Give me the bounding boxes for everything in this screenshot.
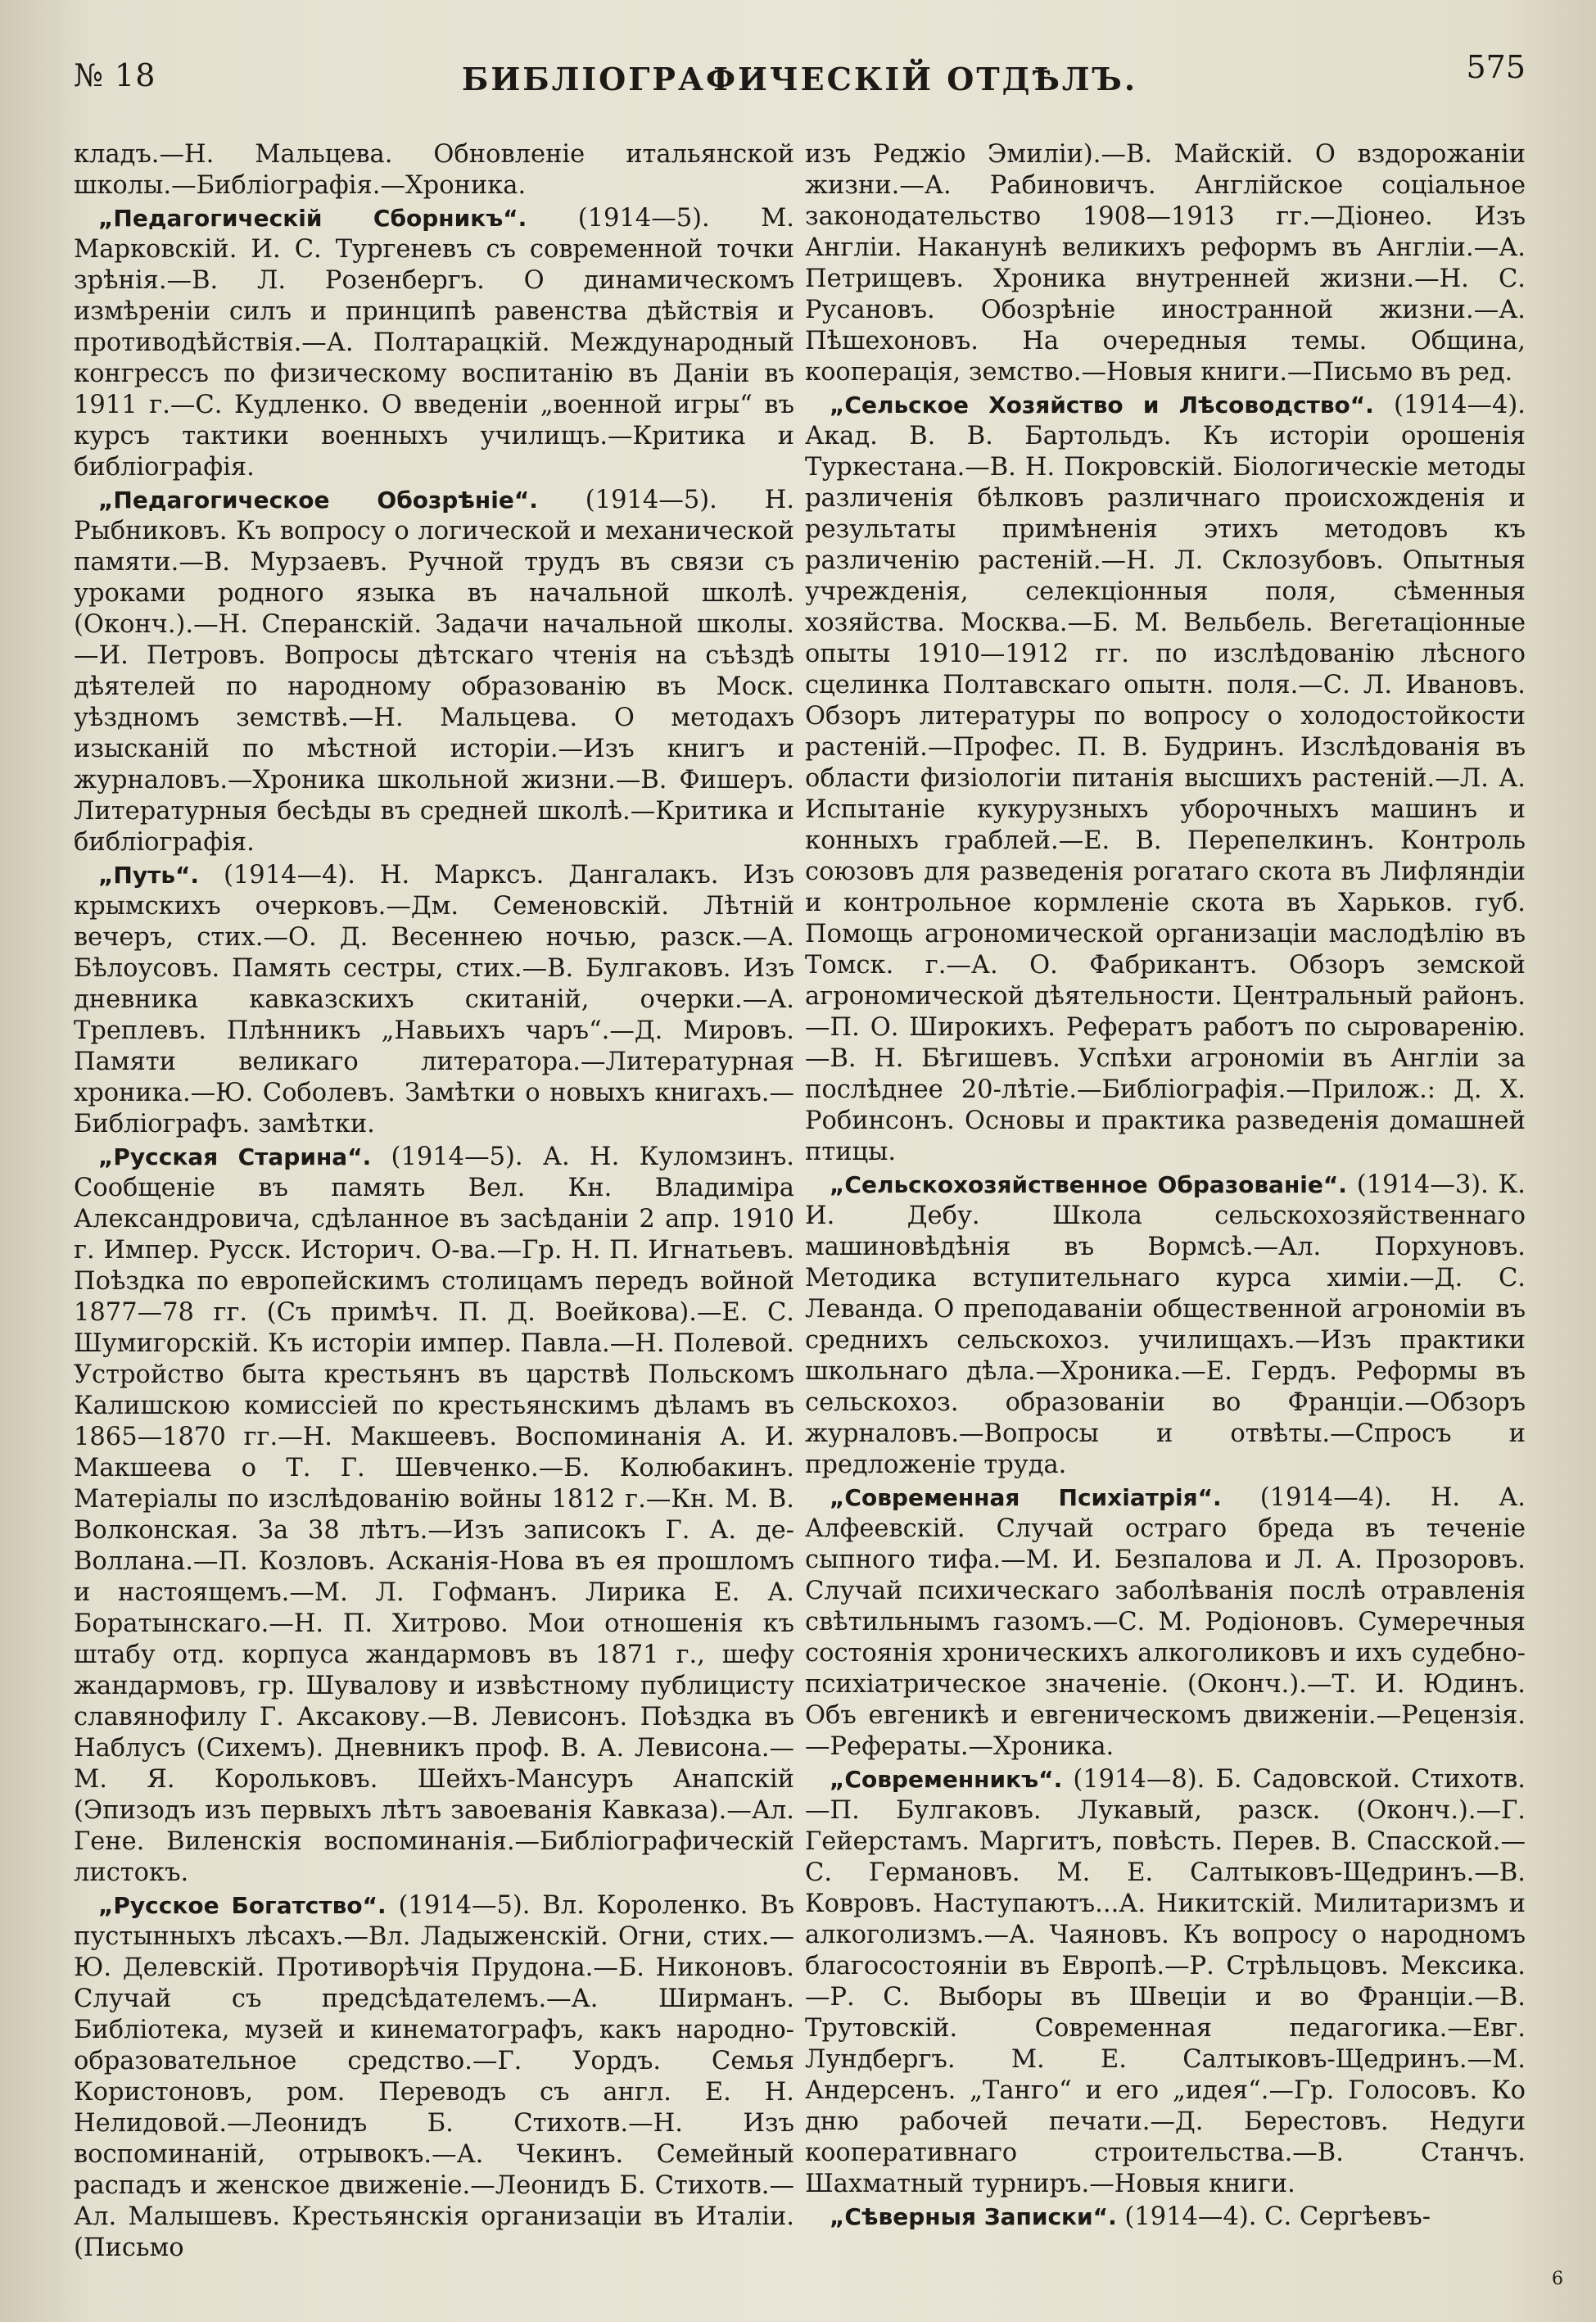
entry-text: (1914—4). С. Сергѣевъ- bbox=[1116, 2202, 1431, 2231]
signature-mark: 6 bbox=[1552, 2269, 1563, 2289]
bibliography-entry bbox=[805, 139, 1526, 388]
left-column bbox=[74, 139, 794, 2269]
bibliography-entry bbox=[805, 2202, 1526, 2233]
entry-text: (1914—5). Н. Рыбниковъ. Къ вопросу о логической и механической памяти.—В. Мурзаевъ. Ручной трудъ въ связи съ уроками родного языка въ начальной школѣ. (Оконч.).—Н. Сперанскій. Задачи начальной школы.—И. Петровъ. Вопросы дѣтскаго чтенія на съѣздѣ дѣятелей по народному образованію въ Моск. уѣздномъ земствѣ.—Н. Мальцева. О методахъ изысканій по мѣстной исторіи.—Изъ книгъ и журналовъ.—Хроника школьной жизни.—В. Фишеръ. Литературныя бесѣды въ средней школѣ.—Критика и библіографія. bbox=[74, 486, 794, 857]
journal-title: „Сельскохозяйственное Образованіе“. bbox=[830, 1171, 1347, 1198]
bibliography-entry bbox=[74, 485, 794, 858]
journal-title: „Русская Старина“. bbox=[98, 1143, 372, 1170]
bibliography-entry bbox=[805, 1764, 1526, 2200]
journal-title: „Современникъ“. bbox=[830, 1766, 1063, 1793]
journal-title: „Сѣверныя Записки“. bbox=[830, 2203, 1117, 2230]
entry-text: (1914—4). Акад. В. В. Бартольдъ. Къ исторіи орошенія Туркестана.—В. Н. Покровскій. Біологическіе методы различенія бѣлковъ различнаго происхожденія и результаты примѣненія этихъ методовъ къ различенію растеній.—Н. Л. Склозубовъ. Опытныя учрежденія, селекціонныя поля, сѣменныя хозяйства. Москва.—Б. М. Вельбель. Вегетаціонные опыты 1910—1912 гг. по изслѣдованію лѣсного сцелинка Полтавскаго опытн. поля.—С. Л. Ивановъ. Обзоръ литературы по вопросу о холодостойкости растеній.—Профес. П. В. Будринъ. Изслѣдованія въ области физіологіи питанія высшихъ растеній.—Л. А. Испытаніе кукурузныхъ уборочныхъ машинъ и конныхъ граблей.—Е. В. Перепелкинъ. Контроль союзовъ для разведенія рогатаго скота въ Лифляндіи и контрольное кормленіе скота въ Харьков. губ. Помощь агрономической организаціи маслодѣлію въ Томск. г.—А. О. Фабрикантъ. Обзоръ земской агрономической дѣятельности. Центральный районъ.—П. О. Широкихъ. Рефератъ работъ по сыроваренію.—В. Н. Бѣгишевъ. Успѣхи агрономіи въ Англіи за послѣднее 20-лѣтіе.—Библіографія.—Прилож.: Д. Х. Робинсонъ. Основы и практика разведенія домашней птицы. bbox=[805, 391, 1526, 1166]
entry-text: (1914—5). Вл. Короленко. Въ пустынныхъ лѣсахъ.—Вл. Ладыженскій. Огни, стих.—Ю. Делевскій. Противорѣчія Прудона.—Б. Никоновъ. Случай съ предсѣдателемъ.—А. Ширманъ. Библіотека, музей и кинематографъ, какъ народно-образовательное средство.—Г. Уордъ. Семья Користоновъ, ром. Переводъ съ англ. Е. Н. Нелидовой.—Леонидъ Б. Стихотв.—Н. Изъ воспоминаній, отрывокъ.—А. Чекинъ. Семейный распадъ и женское движеніе.—Леонидъ Б. Стихотв.—Ал. Малышевъ. Крестьянскія организаціи въ Италіи. (Письмо bbox=[74, 1891, 794, 2262]
journal-title: „Русское Богатство“. bbox=[98, 1892, 387, 1919]
bibliography-entry bbox=[805, 1482, 1526, 1763]
bibliography-entry bbox=[74, 203, 794, 483]
section-title: БИБЛІОГРАФИЧЕСКІЙ ОТДѢЛЪ. bbox=[461, 61, 1138, 97]
entry-text: (1914—8). Б. Садовской. Стихотв.—П. Булгаковъ. Лукавый, разск. (Оконч.).—Г. Гейерстамъ. Маргитъ, повѣсть. Перев. В. Спасской.—С. Гермaновъ. М. Е. Салтыковъ-Щедринъ.—В. Ковровъ. Наступаютъ...А. Никитскій. Милитаризмъ и алкоголизмъ.—А. Чаяновъ. Къ вопросу о народномъ благосостояніи въ Европѣ.—Р. Стрѣльцовъ. Мексика.—Р. С. Выборы въ Швеціи и во Франціи.—В. Трутовскій. Современная педагогика.—Евг. Лундбергъ. М. Е. Салтыковъ-Щедринъ.—М. Андерсенъ. „Танго“ и его „идея“.—Гр. Голосовъ. Ко дню рабочей печати.—Д. Берестовъ. Недуги кооперативнаго строительства.—В. Станчъ. Шахматный турниръ.—Новыя книги. bbox=[805, 1765, 1526, 2198]
page-number: 575 bbox=[1466, 49, 1526, 85]
entry-text: (1914—4). Н. Марксъ. Дангалакъ. Изъ крымскихъ очерковъ.—Дм. Семеновскій. Лѣтній вечеръ, стих.—О. Д. Весеннею ночью, разск.—А. Бѣлоусовъ. Память сестры, стих.—В. Булгаковъ. Изъ дневника кавказскихъ скитаній, очерки.—А. Треплевъ. Плѣнникъ „Навьихъ чаръ“.—Д. Мировъ. Памяти великаго литератора.—Литературная хроника.—Ю. Соболевъ. Замѣтки о новыхъ книгахъ.—Библіографъ. замѣтки. bbox=[74, 861, 794, 1138]
bibliography-entry bbox=[74, 1890, 794, 2264]
entry-text: (1914—5). А. Н. Куломзинъ. Сообщеніе въ память Вел. Кн. Владиміра Александровича, сдѣланное въ засѣданіи 2 апр. 1910 г. Импер. Русск. Историч. О-ва.—Гр. Н. П. Игнатьевъ. Поѣздка по европейскимъ столицамъ передъ войной 1877—78 гг. (Съ примѣч. П. Д. Воейкова).—Е. С. Шумигорскій. Къ исторіи импер. Павла.—Н. Полевой. Устройство быта крестьянъ въ царствѣ Польскомъ Калишскою комиссіей по крестьянскимъ дѣламъ въ 1865—1870 гг.—Н. Макшеевъ. Воспоминанія А. И. Макшеева о Т. Г. Шевченко.—Б. Колюбакинъ. Матеріалы по изслѣдованію войны 1812 г.—Кн. М. В. Волконская. За 38 лѣтъ.—Изъ записокъ Г. А. де-Воллана.—П. Козловъ. Асканія-Нова въ ея прошломъ и настоящемъ.—М. Л. Гофманъ. Лирика Е. А. Боратынскаго.—Н. П. Хитрово. Мои отношенія къ штабу отд. корпуса жандармовъ въ 1871 г., шефу жандармовъ, гр. Шувалову и извѣстному публицисту славянофилу Г. Аксакову.—В. Левисонъ. Поѣздка въ Наблусъ (Сихемъ). Дневникъ проф. В. А. Левисона.—М. Я. Корольковъ. Шейхъ-Мансуръ Анапскій (Эпизодъ изъ первыхъ лѣтъ завоеванія Кавказа).—Ал. Гене. Виленскія воспоминанія.—Библіографическій листокъ. bbox=[74, 1143, 794, 1887]
journal-title: „Педагогическій Сборникъ“. bbox=[98, 205, 527, 232]
entry-text: (1914—5). М. Марковскій. И. С. Тургеневъ съ современной точки зрѣнія.—В. Л. Розенбергъ. О динамическомъ измѣреніи силъ и принципѣ равенства дѣйствія и противодѣйствія.—А. Полтарацкій. Международный конгрессъ по физическому воспитанію въ Даніи въ 1911 г.—С. Кудленко. О введеніи „военной игры“ въ курсъ тактики военныхъ училищъ.—Критика и библіографія. bbox=[74, 204, 794, 482]
right-column bbox=[805, 139, 1526, 2269]
bibliography-entry bbox=[74, 1142, 794, 1889]
entry-text: (1914—3). К. И. Дебу. Школа сельскохозяйственнаго машиновѣдѣнія въ Вормсѣ.—Ал. Порхуновъ. Методика вступительнаго курса химіи.—Д. С. Леванда. О преподаваніи общественной агрономіи въ среднихъ сельскохоз. училищахъ.—Изъ практики школьнаго дѣла.—Хроника.—Е. Гердъ. Реформы въ сельскохоз. образованіи во Франціи.—Обзоръ журналовъ.—Вопросы и отвѣты.—Спросъ и предложеніе труда. bbox=[805, 1170, 1526, 1479]
issue-number: № 18 bbox=[74, 57, 156, 93]
page-header bbox=[74, 43, 1526, 108]
bibliography-entry bbox=[805, 1170, 1526, 1481]
entry-text: кладъ.—Н. Мальцева. Обновленіе итальянской школы.—Библіографія.—Хроника. bbox=[74, 140, 794, 200]
entry-text: изъ Реджіо Эмиліи).—В. Майскій. О вздорожаніи жизни.—А. Рабиновичъ. Англійское соціальное законодательство 1908—1913 гг.—Діонео. Изъ Англіи. Наканунѣ великихъ реформъ въ Англіи.—А. Петрищевъ. Хроника внутренней жизни.—Н. С. Русановъ. Обозрѣніе иностранной жизни.—А. Пѣшехоновъ. На очередныя темы. Община, кооперація, земство.—Новыя книги.—Письмо въ ред. bbox=[805, 140, 1526, 387]
text-columns bbox=[74, 139, 1526, 2269]
entry-text: (1914—4). Н. А. Алфеевскій. Случай остраго бреда въ теченіе сыпного тифа.—М. И. Безпалова и Л. А. Прозоровъ. Случай психическаго заболѣванія послѣ отравленія свѣтильнымъ газомъ.—С. М. Родіоновъ. Сумеречныя состоянія хроническихъ алкоголиковъ и ихъ судебно-психіатрическое значеніе. (Оконч.).—Т. И. Юдинъ. Объ евгеникѣ и евгеническомъ движеніи.—Рецензія.—Рефераты.—Хроника. bbox=[805, 1483, 1526, 1761]
journal-title: „Педагогическое Обозрѣніе“. bbox=[98, 487, 538, 514]
journal-title: „Сельское Хозяйство и Лѣсоводство“. bbox=[830, 392, 1374, 419]
journal-title: „Современная Психіатрія“. bbox=[830, 1484, 1222, 1511]
journal-title: „Путь“. bbox=[98, 862, 200, 889]
bibliography-entry bbox=[805, 390, 1526, 1168]
bibliography-entry bbox=[74, 139, 794, 201]
bibliography-entry bbox=[74, 860, 794, 1140]
